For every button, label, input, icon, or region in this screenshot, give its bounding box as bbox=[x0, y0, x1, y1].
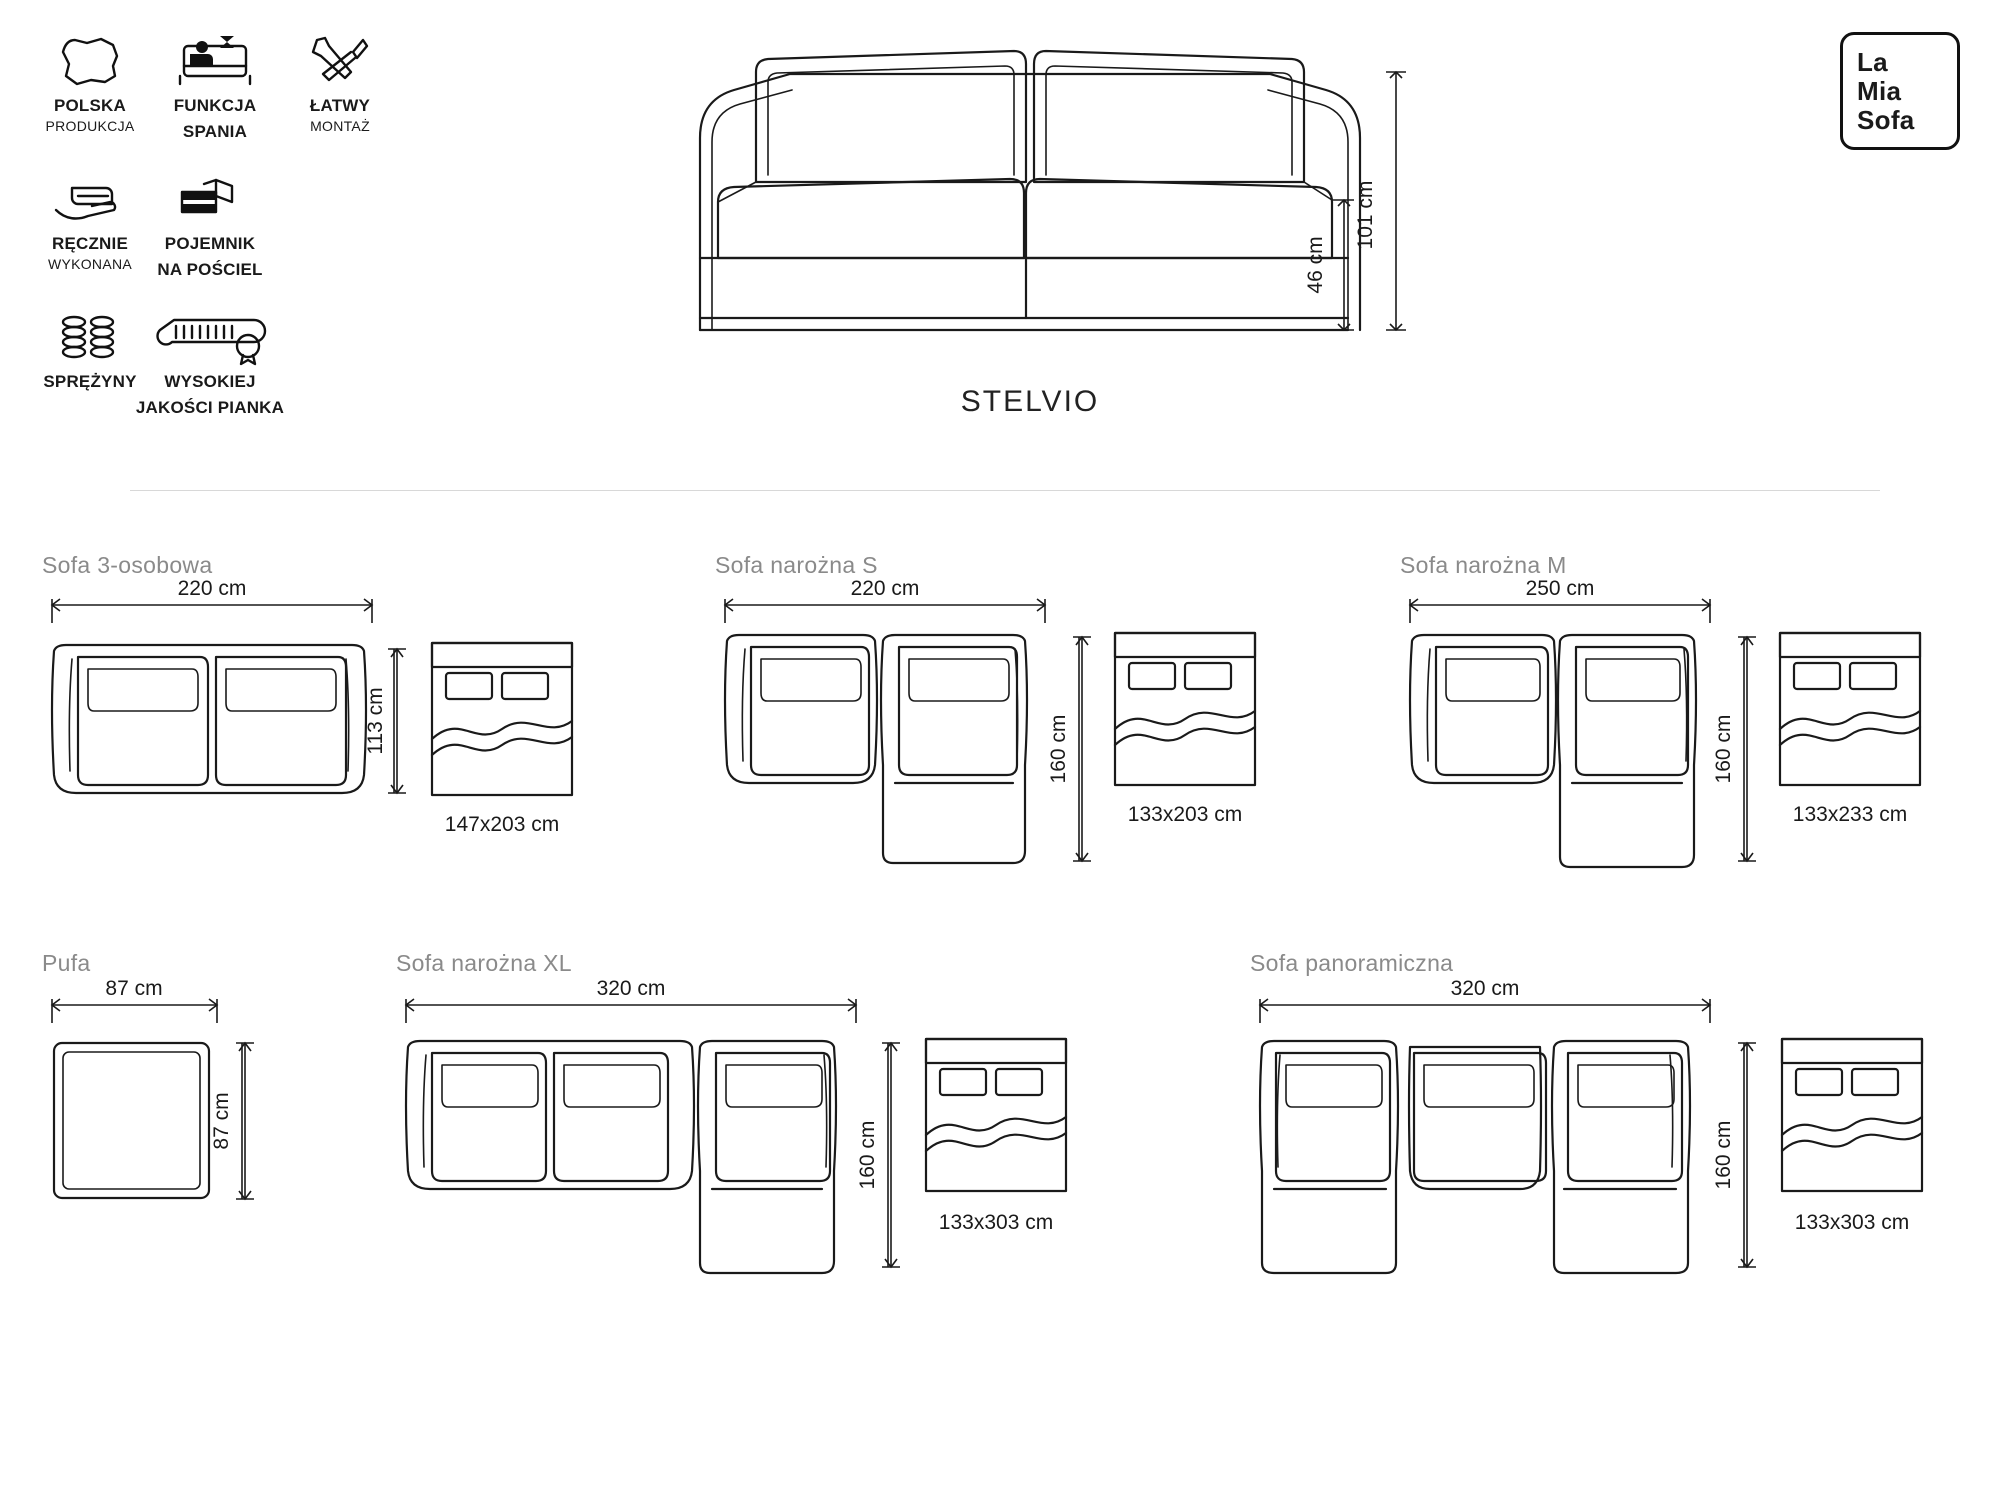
variant-width-label: 320 cm bbox=[1450, 977, 1520, 1000]
variant-width-label: 220 cm bbox=[850, 577, 920, 600]
tools-icon bbox=[307, 28, 373, 90]
feature-row-1 bbox=[40, 28, 460, 152]
feature-wysokiej-jakosci-pianka bbox=[135, 304, 285, 418]
feature-label-line2: NA POŚCIEL bbox=[157, 260, 263, 279]
variant-bed-label: 133x203 cm bbox=[1127, 803, 1243, 826]
feature-label-line2: WYKONANA bbox=[47, 256, 133, 272]
variant-body bbox=[1250, 977, 2000, 1291]
feature-pojemnik-na-posciel bbox=[140, 166, 280, 280]
variant-title: Sofa 3-osobowa bbox=[42, 552, 213, 578]
variant-depth-label: 113 cm bbox=[364, 687, 387, 755]
feature-label-line2: JAKOŚCI PIANKA bbox=[135, 398, 285, 417]
variant-pufa bbox=[42, 950, 342, 1281]
feature-label-line2: MONTAŻ bbox=[310, 118, 370, 134]
feature-row-2 bbox=[40, 166, 460, 290]
feature-label-line2: SPANIA bbox=[182, 122, 248, 141]
feature-label-line1: ŁATWY bbox=[309, 96, 371, 115]
variant-sofa-narozna-m bbox=[1400, 552, 2000, 883]
product-title: STELVIO bbox=[960, 385, 1100, 418]
feature-label-line1: SPRĘŻYNY bbox=[43, 372, 137, 391]
feature-badges bbox=[40, 28, 460, 428]
variant-bed-label: 133x303 cm bbox=[938, 1211, 1054, 1234]
variant-body bbox=[1400, 577, 2000, 883]
feature-recznie-wykonana bbox=[40, 166, 140, 272]
variant-depth-label: 160 cm bbox=[1712, 714, 1735, 784]
variant-width-label: 250 cm bbox=[1525, 577, 1595, 600]
variant-sofa-panoramiczna bbox=[1250, 950, 2000, 1291]
hero-seat-height-label: 46 cm bbox=[1304, 236, 1327, 294]
brand-line-2: Mia bbox=[1857, 75, 1902, 106]
springs-icon bbox=[52, 304, 128, 366]
section-divider bbox=[130, 490, 1880, 491]
feature-latwy-montaz bbox=[290, 28, 390, 134]
feature-label-line1: FUNKCJA bbox=[173, 96, 257, 115]
variant-depth-label: 160 cm bbox=[856, 1120, 879, 1190]
variant-title: Sofa narożna XL bbox=[396, 950, 572, 976]
feature-polska-produkcja bbox=[40, 28, 140, 134]
handmade-icon bbox=[52, 166, 128, 228]
variant-body bbox=[42, 977, 342, 1281]
bedding-container-icon bbox=[174, 166, 246, 228]
feature-label-line1: RĘCZNIE bbox=[51, 234, 129, 253]
feature-label-line1: WYSOKIEJ bbox=[164, 372, 256, 391]
variant-title: Sofa narożna M bbox=[1400, 552, 1567, 578]
variant-body bbox=[715, 577, 1335, 883]
variant-body bbox=[396, 977, 1116, 1291]
variant-title: Sofa panoramiczna bbox=[1250, 950, 1454, 976]
variant-width-label: 87 cm bbox=[105, 977, 163, 1000]
feature-label-line1: POJEMNIK bbox=[164, 234, 256, 253]
variant-bed-label: 133x303 cm bbox=[1794, 1211, 1910, 1234]
hero-sofa-illustration bbox=[660, 30, 1400, 360]
feature-row-3 bbox=[40, 304, 460, 428]
variant-width-label: 320 cm bbox=[596, 977, 666, 1000]
variant-depth-label: 160 cm bbox=[1712, 1120, 1735, 1190]
variant-sofa-narozna-xl bbox=[396, 950, 1116, 1291]
variant-depth-label: 160 cm bbox=[1047, 714, 1070, 784]
variant-depth-label: 87 cm bbox=[210, 1092, 233, 1150]
brand-line-1: La bbox=[1857, 46, 1888, 77]
feature-funkcja-spania bbox=[140, 28, 290, 142]
feature-label-line1: POLSKA bbox=[53, 96, 127, 115]
feature-label-line2: PRODUKCJA bbox=[45, 118, 135, 134]
variant-title: Pufa bbox=[42, 950, 91, 976]
poland-map-icon bbox=[57, 28, 123, 90]
variant-bed-label: 133x233 cm bbox=[1792, 803, 1908, 826]
brand-line-3: Sofa bbox=[1857, 104, 1915, 135]
brand-logo bbox=[1840, 32, 1960, 150]
hero-height-label: 101 cm bbox=[1354, 180, 1377, 250]
variant-body bbox=[42, 577, 642, 883]
variant-bed-label: 147x203 cm bbox=[444, 813, 560, 836]
feature-sprezyny bbox=[40, 304, 140, 392]
variant-title: Sofa narożna S bbox=[715, 552, 878, 578]
foam-quality-icon bbox=[150, 304, 270, 366]
sleeping-function-icon bbox=[176, 28, 254, 90]
variant-sofa-narozna-s bbox=[715, 552, 1335, 883]
variant-width-label: 220 cm bbox=[177, 577, 247, 600]
variant-sofa-3-osobowa bbox=[42, 552, 642, 883]
